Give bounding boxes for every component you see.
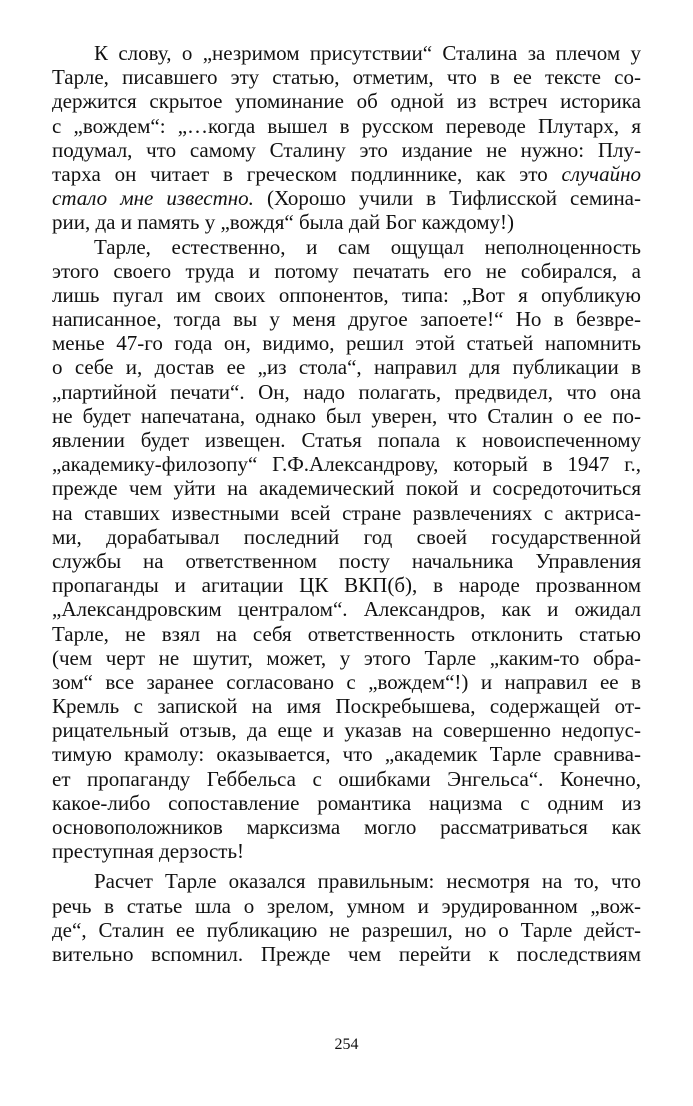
text-line — [52, 162, 641, 186]
text-line: рии, да и память у „вождя“ была дай Бог каждому!) — [52, 210, 515, 235]
page-number: 254 — [334, 1036, 359, 1053]
text-line: Тарле, естественно, и сам ощущал неполноценность — [94, 234, 641, 259]
text-line: не будет напечатана, однако был уверен, что Сталин о ее по- — [52, 403, 641, 428]
text-line: Расчет Тарле оказался правильным: несмотря на то, что — [94, 869, 641, 894]
text-line: Тарле, писавшего эту статью, отметим, что в ее тексте со- — [52, 65, 641, 90]
text-line: Тарле, не взял на себя ответственность отклонить статью — [52, 621, 641, 646]
text-line: рицательный отзыв, да еще и указав на совершенно недопус- — [52, 718, 641, 743]
page-body — [52, 41, 641, 966]
text-line — [52, 186, 641, 210]
text-line: речь в статье шла о зрелом, умном и эрудированном „вож- — [52, 893, 641, 918]
text-line: вительно вспомнил. Прежде чем перейти к последствиям — [52, 941, 641, 966]
text-line: держится скрытое упоминание об одной из встреч историка — [52, 89, 641, 114]
text-line: Кремль с запиской на имя Поскребышева, содержащей от- — [52, 694, 641, 719]
text-line: К слову, о „незримом присутствии“ Сталина за плечом у — [94, 41, 641, 65]
paragraph-3 — [52, 869, 641, 966]
text-line: явлении будет извещен. Статья попала к новоиспеченному — [52, 428, 641, 452]
text-line: тимую крамолу: оказывается, что „академик Тарле сравнива- — [52, 742, 641, 767]
text-line-segment: (Хорошо учили в Тифлисской семина- — [253, 186, 641, 211]
italic-phrase: случайно — [561, 161, 641, 186]
text-line: (чем черт не шутит, может, у этого Тарле „каким-то обра- — [52, 645, 641, 670]
text-line: основоположников марксизма могло рассматриваться как — [52, 815, 641, 839]
text-line: на ставших известными всей стране развлечениях с актриса- — [52, 500, 641, 525]
text-line: ми, дорабатывал последний год своей государственной — [52, 524, 641, 549]
text-line: де“, Сталин ее публикацию не разрешил, но о Тарле дейст- — [52, 917, 641, 942]
text-line: лишь пугал им своих оппонентов, типа: „Вот я опубликую — [52, 282, 641, 307]
text-line-segment: тарха он читает в греческом подлиннике, как это — [52, 161, 562, 186]
paragraph-1 — [52, 41, 641, 235]
text-line: „Александровским централом“. Александров, как и ожидал — [52, 597, 641, 622]
text-line: какое-либо сопоставление романтика нацизма с одним из — [52, 790, 641, 815]
text-line: зом“ все заранее согласовано с „вождем“!) и направил ее в — [52, 669, 641, 694]
text-line: с „вождем“: „…когда вышел в русском переводе Плутарх, я — [52, 113, 641, 138]
text-line: подумал, что самому Сталину это издание не нужно: Плу- — [52, 137, 641, 162]
text-line: ет пропаганду Геббельса с ошибками Энгельса“. Конечно, — [52, 766, 641, 791]
text-line: менье 47-го года он, видимо, решил этой статьей напомнить — [52, 331, 641, 356]
text-line: „академику-филозопу“ Г.Ф.Александрову, который в 1947 г., — [52, 452, 641, 477]
text-line: службы на ответственном посту начальника Управления — [52, 548, 641, 573]
text-line: преступная дерзость! — [52, 839, 245, 864]
text-line: написанное, тогда вы у меня другое запоете!“ Но в безвре- — [52, 307, 641, 332]
text-line: прежде чем уйти на академический покой и сосредоточиться — [52, 476, 641, 501]
paragraph-2 — [52, 235, 641, 864]
text-line: о себе и, достав ее „из стола“, направил для публикации в — [52, 355, 641, 380]
text-line: „партийной печати“. Он, надо полагать, предвидел, что она — [52, 379, 641, 404]
italic-phrase: стало мне известно. — [52, 186, 254, 211]
text-line: пропаганды и агитации ЦК ВКП(б), в народе прозванном — [52, 573, 641, 598]
text-line: этого своего труда и потому печатать его не собирался, а — [52, 258, 641, 283]
